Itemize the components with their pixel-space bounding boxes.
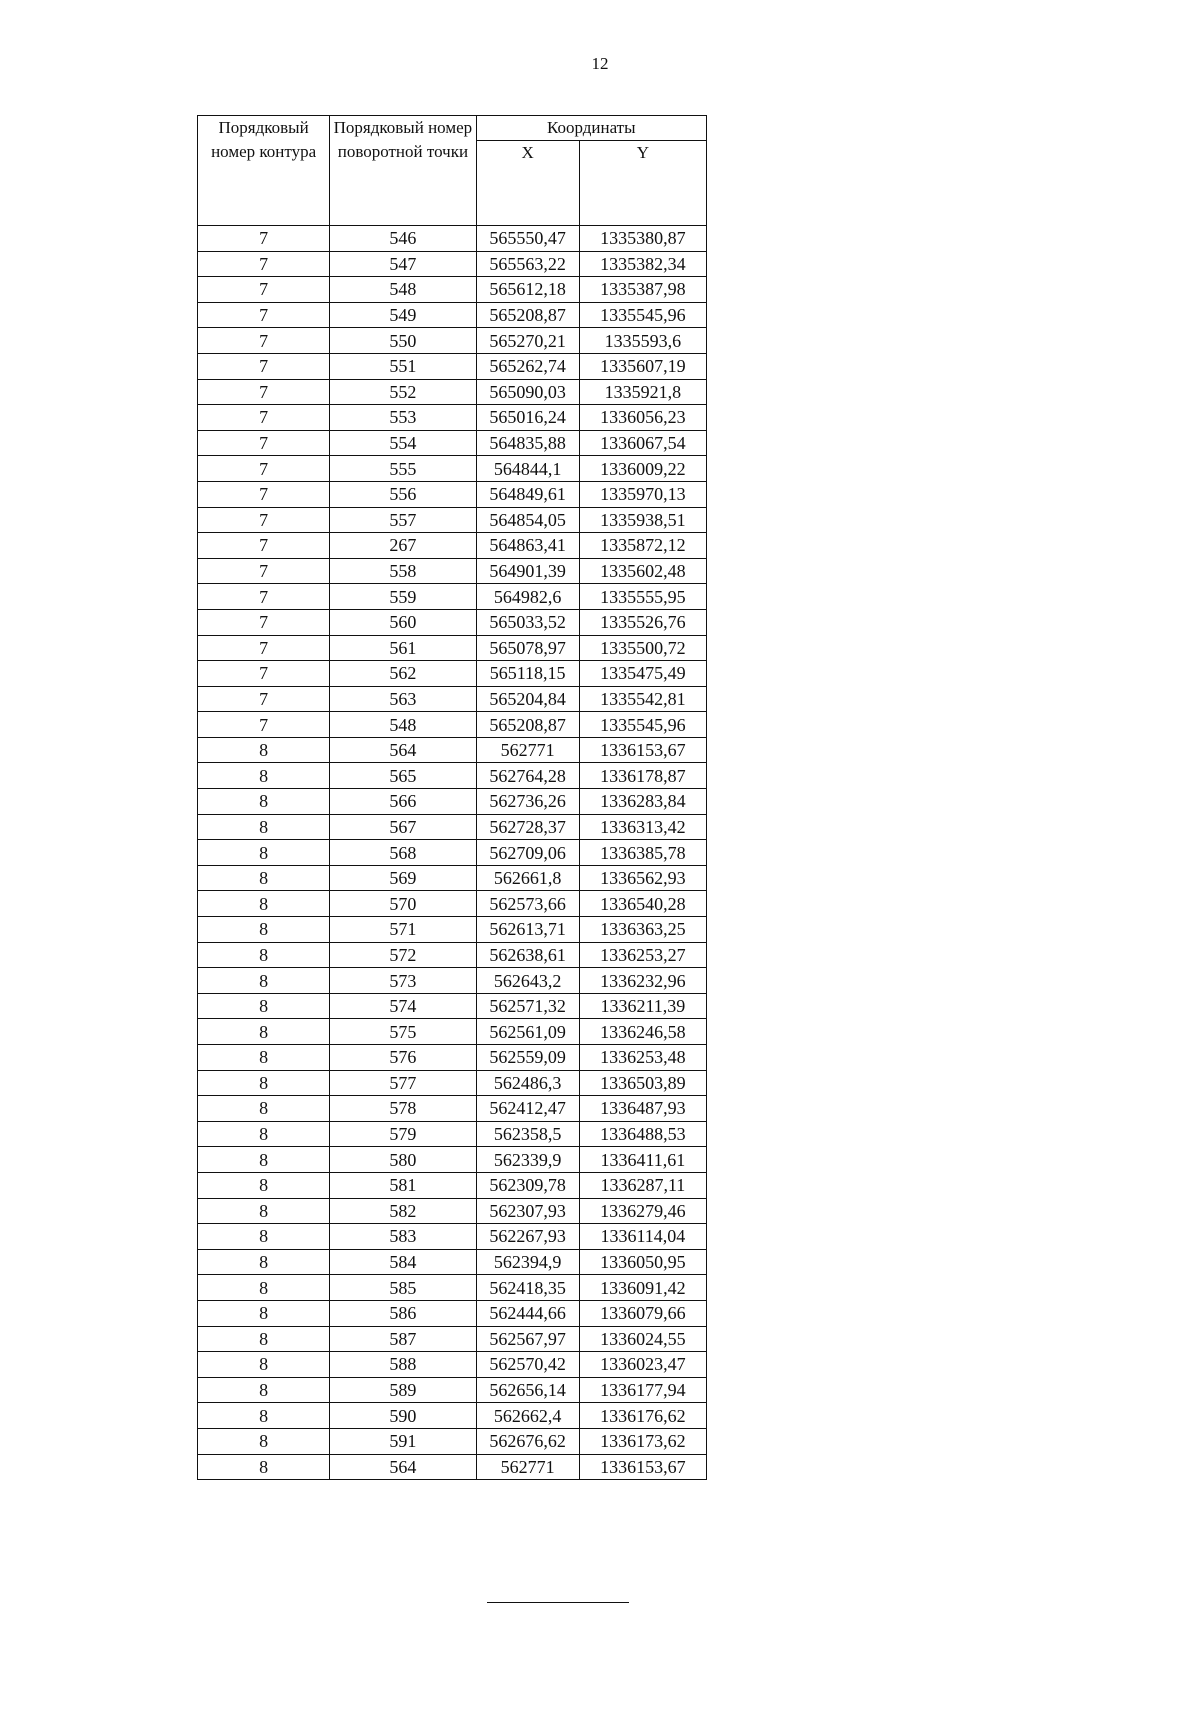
y-coordinate-cell: 1335938,51: [579, 507, 706, 533]
y-coordinate-cell: 1336009,22: [579, 456, 706, 482]
contour-number-cell: 7: [198, 379, 330, 405]
point-number-cell: 564: [330, 737, 476, 763]
table-row: [198, 686, 707, 712]
y-coordinate-cell: 1335555,95: [579, 584, 706, 610]
x-coordinate-cell: 565262,74: [476, 353, 579, 379]
y-coordinate-cell: 1336363,25: [579, 917, 706, 943]
x-coordinate-cell: 562656,14: [476, 1377, 579, 1403]
table-row: [198, 251, 707, 277]
contour-number-cell: 7: [198, 226, 330, 252]
x-coordinate-cell: 564849,61: [476, 481, 579, 507]
contour-number-cell: 8: [198, 1096, 330, 1122]
table-body: [198, 226, 707, 1480]
point-number-cell: 571: [330, 917, 476, 943]
y-coordinate-cell: 1336056,23: [579, 405, 706, 431]
contour-number-cell: 7: [198, 635, 330, 661]
table-row: [198, 1172, 707, 1198]
y-coordinate-cell: 1335382,34: [579, 251, 706, 277]
x-coordinate-cell: 564844,1: [476, 456, 579, 482]
y-coordinate-cell: 1335872,12: [579, 533, 706, 559]
contour-number-cell: 8: [198, 1454, 330, 1480]
point-number-cell: 554: [330, 430, 476, 456]
y-coordinate-cell: 1335526,76: [579, 609, 706, 635]
y-coordinate-cell: 1336540,28: [579, 891, 706, 917]
y-coordinate-cell: 1336177,94: [579, 1377, 706, 1403]
x-coordinate-cell: 562309,78: [476, 1172, 579, 1198]
point-number-cell: 588: [330, 1352, 476, 1378]
x-coordinate-cell: 562570,42: [476, 1352, 579, 1378]
table-row: [198, 379, 707, 405]
x-coordinate-cell: 562394,9: [476, 1249, 579, 1275]
y-coordinate-cell: 1336153,67: [579, 1454, 706, 1480]
y-coordinate-cell: 1335475,49: [579, 661, 706, 687]
table-row: [198, 968, 707, 994]
x-coordinate-cell: 562764,28: [476, 763, 579, 789]
x-coordinate-cell: 562339,9: [476, 1147, 579, 1173]
point-number-cell: 556: [330, 481, 476, 507]
contour-number-cell: 8: [198, 1147, 330, 1173]
y-coordinate-cell: 1336050,95: [579, 1249, 706, 1275]
table-row: [198, 1096, 707, 1122]
table-row: [198, 456, 707, 482]
x-coordinate-cell: 564982,6: [476, 584, 579, 610]
contour-number-cell: 8: [198, 891, 330, 917]
point-number-cell: 579: [330, 1121, 476, 1147]
point-number-cell: 559: [330, 584, 476, 610]
x-coordinate-cell: 564854,05: [476, 507, 579, 533]
table-row: [198, 635, 707, 661]
table-row: [198, 353, 707, 379]
y-coordinate-cell: 1335545,96: [579, 712, 706, 738]
table-row: [198, 840, 707, 866]
table-row: [198, 865, 707, 891]
contour-number-cell: 8: [198, 1300, 330, 1326]
point-number-cell: 566: [330, 789, 476, 815]
point-number-cell: 548: [330, 712, 476, 738]
contour-number-cell: 7: [198, 251, 330, 277]
point-number-cell: 580: [330, 1147, 476, 1173]
table-row: [198, 1275, 707, 1301]
y-coordinate-cell: 1335387,98: [579, 277, 706, 303]
table-row: [198, 1198, 707, 1224]
y-coordinate-cell: 1336173,62: [579, 1428, 706, 1454]
contour-number-cell: 7: [198, 328, 330, 354]
table-row: [198, 1352, 707, 1378]
point-number-cell: 558: [330, 558, 476, 584]
contour-number-cell: 8: [198, 993, 330, 1019]
x-coordinate-cell: 565208,87: [476, 712, 579, 738]
contour-number-cell: 7: [198, 430, 330, 456]
point-number-cell: 546: [330, 226, 476, 252]
table-row: [198, 1300, 707, 1326]
point-number-cell: 581: [330, 1172, 476, 1198]
table-row: [198, 661, 707, 687]
x-coordinate-cell: 565016,24: [476, 405, 579, 431]
point-number-cell: 549: [330, 302, 476, 328]
point-number-cell: 555: [330, 456, 476, 482]
y-coordinate-cell: 1336178,87: [579, 763, 706, 789]
contour-number-cell: 8: [198, 1172, 330, 1198]
y-coordinate-cell: 1336211,39: [579, 993, 706, 1019]
point-number-cell: 586: [330, 1300, 476, 1326]
contour-number-cell: 8: [198, 1198, 330, 1224]
table-row: [198, 891, 707, 917]
x-coordinate-cell: 562418,35: [476, 1275, 579, 1301]
point-number-cell: 551: [330, 353, 476, 379]
y-coordinate-cell: 1336283,84: [579, 789, 706, 815]
table-row: [198, 1428, 707, 1454]
table-row: [198, 558, 707, 584]
table-row: [198, 1249, 707, 1275]
contour-number-cell: 8: [198, 1275, 330, 1301]
y-coordinate-cell: 1336411,61: [579, 1147, 706, 1173]
table-row: [198, 712, 707, 738]
page-number: 12: [591, 54, 609, 73]
contour-number-cell: 7: [198, 507, 330, 533]
x-coordinate-cell: 562444,66: [476, 1300, 579, 1326]
contour-number-cell: 8: [198, 1019, 330, 1045]
x-coordinate-cell: 562736,26: [476, 789, 579, 815]
x-coordinate-cell: 562661,8: [476, 865, 579, 891]
x-coordinate-cell: 562307,93: [476, 1198, 579, 1224]
table-row: [198, 1224, 707, 1250]
table-row: [198, 481, 707, 507]
table-row: [198, 737, 707, 763]
point-number-cell: 547: [330, 251, 476, 277]
contour-number-cell: 7: [198, 353, 330, 379]
contour-number-cell: 8: [198, 1352, 330, 1378]
contour-number-cell: 7: [198, 558, 330, 584]
y-coordinate-cell: 1336232,96: [579, 968, 706, 994]
table-row: [198, 1045, 707, 1071]
x-coordinate-cell: 562728,37: [476, 814, 579, 840]
x-coordinate-cell: 562412,47: [476, 1096, 579, 1122]
point-number-cell: 565: [330, 763, 476, 789]
x-coordinate-cell: 562561,09: [476, 1019, 579, 1045]
table-row: [198, 789, 707, 815]
y-coordinate-cell: 1336562,93: [579, 865, 706, 891]
x-coordinate-cell: 562676,62: [476, 1428, 579, 1454]
table-row: [198, 609, 707, 635]
point-number-cell: 591: [330, 1428, 476, 1454]
y-coordinate-cell: 1336279,46: [579, 1198, 706, 1224]
y-coordinate-cell: 1336253,27: [579, 942, 706, 968]
contour-number-cell: 8: [198, 1428, 330, 1454]
contour-number-cell: 7: [198, 405, 330, 431]
point-number-cell: 577: [330, 1070, 476, 1096]
y-coordinate-cell: 1336287,11: [579, 1172, 706, 1198]
y-coordinate-cell: 1336079,66: [579, 1300, 706, 1326]
x-coordinate-cell: 562358,5: [476, 1121, 579, 1147]
x-coordinate-cell: 562662,4: [476, 1403, 579, 1429]
contour-number-cell: 8: [198, 1224, 330, 1250]
contour-number-cell: 8: [198, 1070, 330, 1096]
contour-number-cell: 8: [198, 1403, 330, 1429]
header-point-number: Порядковый номер поворотной точки: [330, 116, 476, 226]
contour-number-cell: 8: [198, 865, 330, 891]
contour-number-cell: 7: [198, 584, 330, 610]
point-number-cell: 578: [330, 1096, 476, 1122]
point-number-cell: 567: [330, 814, 476, 840]
header-contour-number: Порядковый номер контура: [198, 116, 330, 226]
table-row: [198, 1121, 707, 1147]
contour-number-cell: 7: [198, 661, 330, 687]
contour-number-cell: 7: [198, 609, 330, 635]
y-coordinate-cell: 1335921,8: [579, 379, 706, 405]
y-coordinate-cell: 1336067,54: [579, 430, 706, 456]
contour-number-cell: 7: [198, 481, 330, 507]
table-row: [198, 405, 707, 431]
x-coordinate-cell: 562771: [476, 737, 579, 763]
y-coordinate-cell: 1335970,13: [579, 481, 706, 507]
y-coordinate-cell: 1335380,87: [579, 226, 706, 252]
point-number-cell: 561: [330, 635, 476, 661]
x-coordinate-cell: 565208,87: [476, 302, 579, 328]
y-coordinate-cell: 1336091,42: [579, 1275, 706, 1301]
point-number-cell: 587: [330, 1326, 476, 1352]
point-number-cell: 572: [330, 942, 476, 968]
contour-number-cell: 8: [198, 840, 330, 866]
x-coordinate-cell: 562771: [476, 1454, 579, 1480]
x-coordinate-cell: 562638,61: [476, 942, 579, 968]
y-coordinate-cell: 1335500,72: [579, 635, 706, 661]
contour-number-cell: 8: [198, 1045, 330, 1071]
point-number-cell: 570: [330, 891, 476, 917]
point-number-cell: 548: [330, 277, 476, 303]
table-row: [198, 1326, 707, 1352]
y-coordinate-cell: 1335542,81: [579, 686, 706, 712]
table-row: [198, 1454, 707, 1480]
x-coordinate-cell: 562571,32: [476, 993, 579, 1019]
contour-number-cell: 8: [198, 789, 330, 815]
point-number-cell: 575: [330, 1019, 476, 1045]
table-header: [198, 116, 707, 226]
header-y: Y: [579, 141, 706, 226]
contour-number-cell: 8: [198, 1377, 330, 1403]
y-coordinate-cell: 1336487,93: [579, 1096, 706, 1122]
x-coordinate-cell: 565550,47: [476, 226, 579, 252]
point-number-cell: 560: [330, 609, 476, 635]
x-coordinate-cell: 562559,09: [476, 1045, 579, 1071]
point-number-cell: 574: [330, 993, 476, 1019]
table-row: [198, 533, 707, 559]
point-number-cell: 590: [330, 1403, 476, 1429]
x-coordinate-cell: 562709,06: [476, 840, 579, 866]
contour-number-cell: 8: [198, 1326, 330, 1352]
x-coordinate-cell: 562267,93: [476, 1224, 579, 1250]
point-number-cell: 563: [330, 686, 476, 712]
x-coordinate-cell: 565270,21: [476, 328, 579, 354]
table-row: [198, 430, 707, 456]
y-coordinate-cell: 1336488,53: [579, 1121, 706, 1147]
contour-number-cell: 7: [198, 302, 330, 328]
point-number-cell: 562: [330, 661, 476, 687]
table-row: [198, 277, 707, 303]
table-row: [198, 302, 707, 328]
table-row: [198, 1019, 707, 1045]
table-row: [198, 1147, 707, 1173]
point-number-cell: 550: [330, 328, 476, 354]
point-number-cell: 557: [330, 507, 476, 533]
y-coordinate-cell: 1336313,42: [579, 814, 706, 840]
x-coordinate-cell: 565033,52: [476, 609, 579, 635]
table-row: [198, 1403, 707, 1429]
table-row: [198, 328, 707, 354]
table-row: [198, 1377, 707, 1403]
contour-number-cell: 8: [198, 737, 330, 763]
point-number-cell: 573: [330, 968, 476, 994]
contour-number-cell: 7: [198, 277, 330, 303]
y-coordinate-cell: 1336176,62: [579, 1403, 706, 1429]
coordinates-table: [197, 115, 707, 1480]
point-number-cell: 569: [330, 865, 476, 891]
point-number-cell: 583: [330, 1224, 476, 1250]
y-coordinate-cell: 1336503,89: [579, 1070, 706, 1096]
y-coordinate-cell: 1335607,19: [579, 353, 706, 379]
x-coordinate-cell: 562567,97: [476, 1326, 579, 1352]
y-coordinate-cell: 1335602,48: [579, 558, 706, 584]
x-coordinate-cell: 564835,88: [476, 430, 579, 456]
y-coordinate-cell: 1336023,47: [579, 1352, 706, 1378]
table-row: [198, 814, 707, 840]
x-coordinate-cell: 565612,18: [476, 277, 579, 303]
point-number-cell: 584: [330, 1249, 476, 1275]
header-coordinates: Координаты: [476, 116, 706, 141]
x-coordinate-cell: 564901,39: [476, 558, 579, 584]
contour-number-cell: 8: [198, 968, 330, 994]
y-coordinate-cell: 1336385,78: [579, 840, 706, 866]
x-coordinate-cell: 562613,71: [476, 917, 579, 943]
header-x: X: [476, 141, 579, 226]
contour-number-cell: 7: [198, 456, 330, 482]
y-coordinate-cell: 1336024,55: [579, 1326, 706, 1352]
x-coordinate-cell: 565118,15: [476, 661, 579, 687]
x-coordinate-cell: 562573,66: [476, 891, 579, 917]
contour-number-cell: 8: [198, 942, 330, 968]
point-number-cell: 585: [330, 1275, 476, 1301]
table-row: [198, 993, 707, 1019]
contour-number-cell: 8: [198, 917, 330, 943]
y-coordinate-cell: 1335545,96: [579, 302, 706, 328]
y-coordinate-cell: 1336253,48: [579, 1045, 706, 1071]
y-coordinate-cell: 1335593,6: [579, 328, 706, 354]
contour-number-cell: 8: [198, 814, 330, 840]
contour-number-cell: 8: [198, 763, 330, 789]
contour-number-cell: 7: [198, 686, 330, 712]
contour-number-cell: 7: [198, 712, 330, 738]
x-coordinate-cell: 565078,97: [476, 635, 579, 661]
table-row: [198, 942, 707, 968]
x-coordinate-cell: 565204,84: [476, 686, 579, 712]
point-number-cell: 267: [330, 533, 476, 559]
point-number-cell: 582: [330, 1198, 476, 1224]
table-row: [198, 763, 707, 789]
y-coordinate-cell: 1336246,58: [579, 1019, 706, 1045]
point-number-cell: 589: [330, 1377, 476, 1403]
y-coordinate-cell: 1336153,67: [579, 737, 706, 763]
point-number-cell: 568: [330, 840, 476, 866]
table-row: [198, 226, 707, 252]
point-number-cell: 564: [330, 1454, 476, 1480]
table-row: [198, 507, 707, 533]
x-coordinate-cell: 564863,41: [476, 533, 579, 559]
x-coordinate-cell: 565563,22: [476, 251, 579, 277]
y-coordinate-cell: 1336114,04: [579, 1224, 706, 1250]
point-number-cell: 552: [330, 379, 476, 405]
table-row: [198, 584, 707, 610]
x-coordinate-cell: 562643,2: [476, 968, 579, 994]
point-number-cell: 553: [330, 405, 476, 431]
contour-number-cell: 7: [198, 533, 330, 559]
table-row: [198, 917, 707, 943]
x-coordinate-cell: 565090,03: [476, 379, 579, 405]
end-rule: [487, 1602, 629, 1603]
point-number-cell: 576: [330, 1045, 476, 1071]
contour-number-cell: 8: [198, 1121, 330, 1147]
table-row: [198, 1070, 707, 1096]
x-coordinate-cell: 562486,3: [476, 1070, 579, 1096]
contour-number-cell: 8: [198, 1249, 330, 1275]
